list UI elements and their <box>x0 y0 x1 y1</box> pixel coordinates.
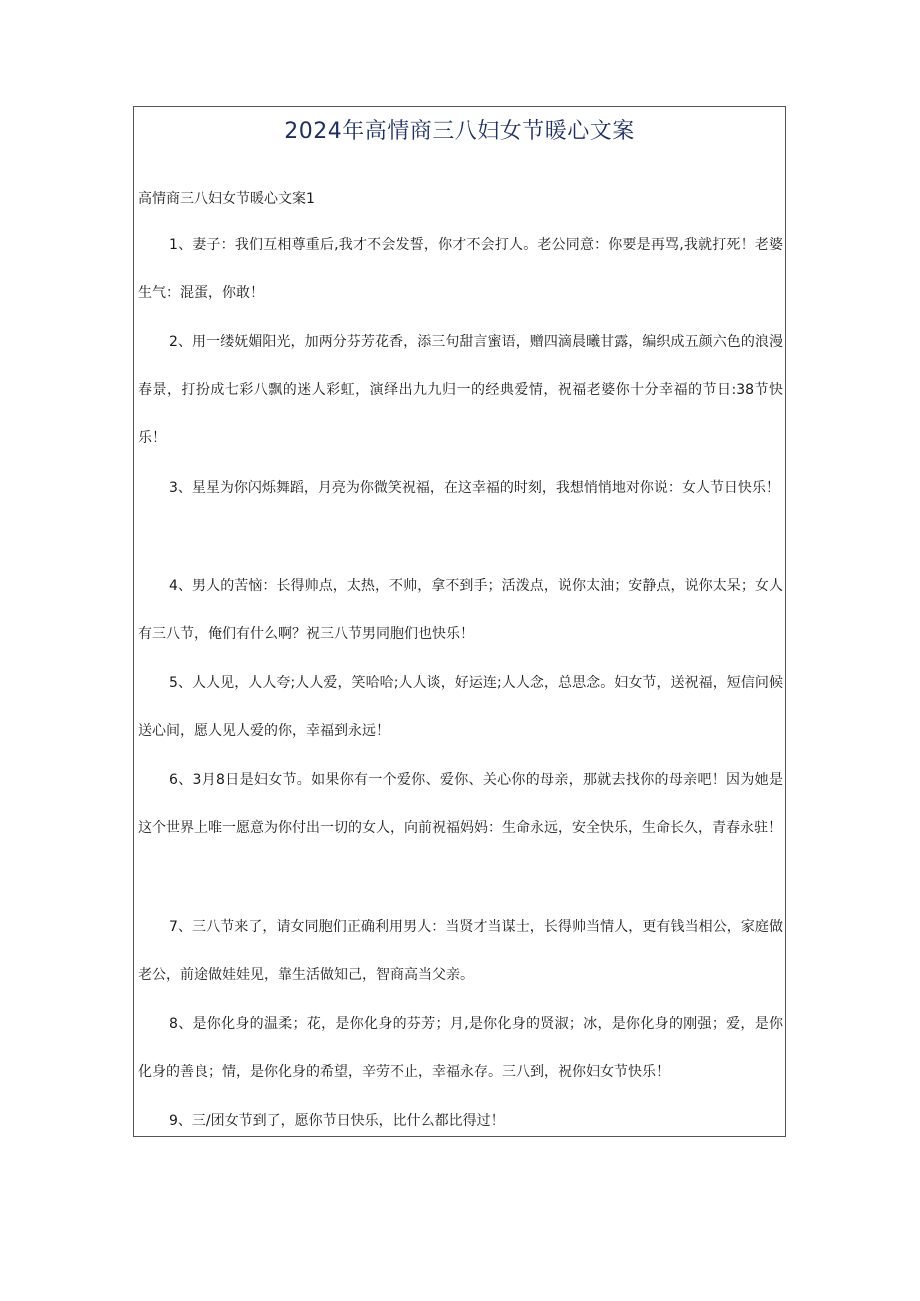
section-heading: 高情商三八妇女节暖心文案1 <box>138 191 315 207</box>
paragraph-5: 5、人人见，人人夸;人人爱，笑哈哈;人人谈，好运连;人人念，总思念。妇女节，送祝福，短信问候送心间，愿人见人爱的你，幸福到永远！ <box>138 675 783 739</box>
paragraph-4: 4、男人的苦恼：长得帅点，太热，不帅，拿不到手；活泼点，说你太油；安静点，说你太呆；女人有三八节，俺们有什么啊？祝三八节男同胞们也快乐！ <box>138 578 783 642</box>
paragraph-6: 6、3月8日是妇女节。如果你有一个爱你、爱你、关心你的母亲，那就去找你的母亲吧！因为她是这个世界上唯一愿意为你付出一切的女人，向前祝福妈妈：生命永远，安全快乐，生命长久，青春永驻！ <box>138 772 783 836</box>
paragraph-8: 8、是你化身的温柔；花，是你化身的芬芳；月,是你化身的贤淑；冰，是你化身的刚强；爱，是你化身的善良；情，是你化身的希望，辛劳不止，幸福永存。三八到，祝你妇女节快乐！ <box>138 1016 783 1080</box>
document-title: 2024年高情商三八妇女节暖心文案 <box>284 119 635 144</box>
document-frame <box>133 106 786 1137</box>
paragraph-7: 7、三八节来了，请女同胞们正确利用男人：当贤才当谋士，长得帅当情人，更有钱当相公，家庭做老公，前途做娃娃见，靠生活做知己，智商高当父亲。 <box>138 919 783 983</box>
paragraph-1: 1、妻子：我们互相尊重后,我才不会发誓，你才不会打人。老公同意：你要是再骂,我就打死！老婆生气：混蛋，你敢！ <box>138 237 783 301</box>
paragraph-3: 3、星星为你闪烁舞蹈，月亮为你微笑祝福，在这幸福的时刻，我想悄悄地对你说：女人节日快乐！ <box>169 480 780 496</box>
paragraph-2: 2、用一缕妩媚阳光，加两分芬芳花香，添三句甜言蜜语，赠四滴晨曦甘露，编织成五颜六色的浪漫春景，打扮成七彩八飘的迷人彩虹，演绎出九九归一的经典爱情，祝福老婆你十分幸福的节日:38节快乐！ <box>138 334 783 446</box>
paragraph-9: 9、三/团女节到了，愿你节日快乐，比什么都比得过！ <box>169 1113 505 1129</box>
